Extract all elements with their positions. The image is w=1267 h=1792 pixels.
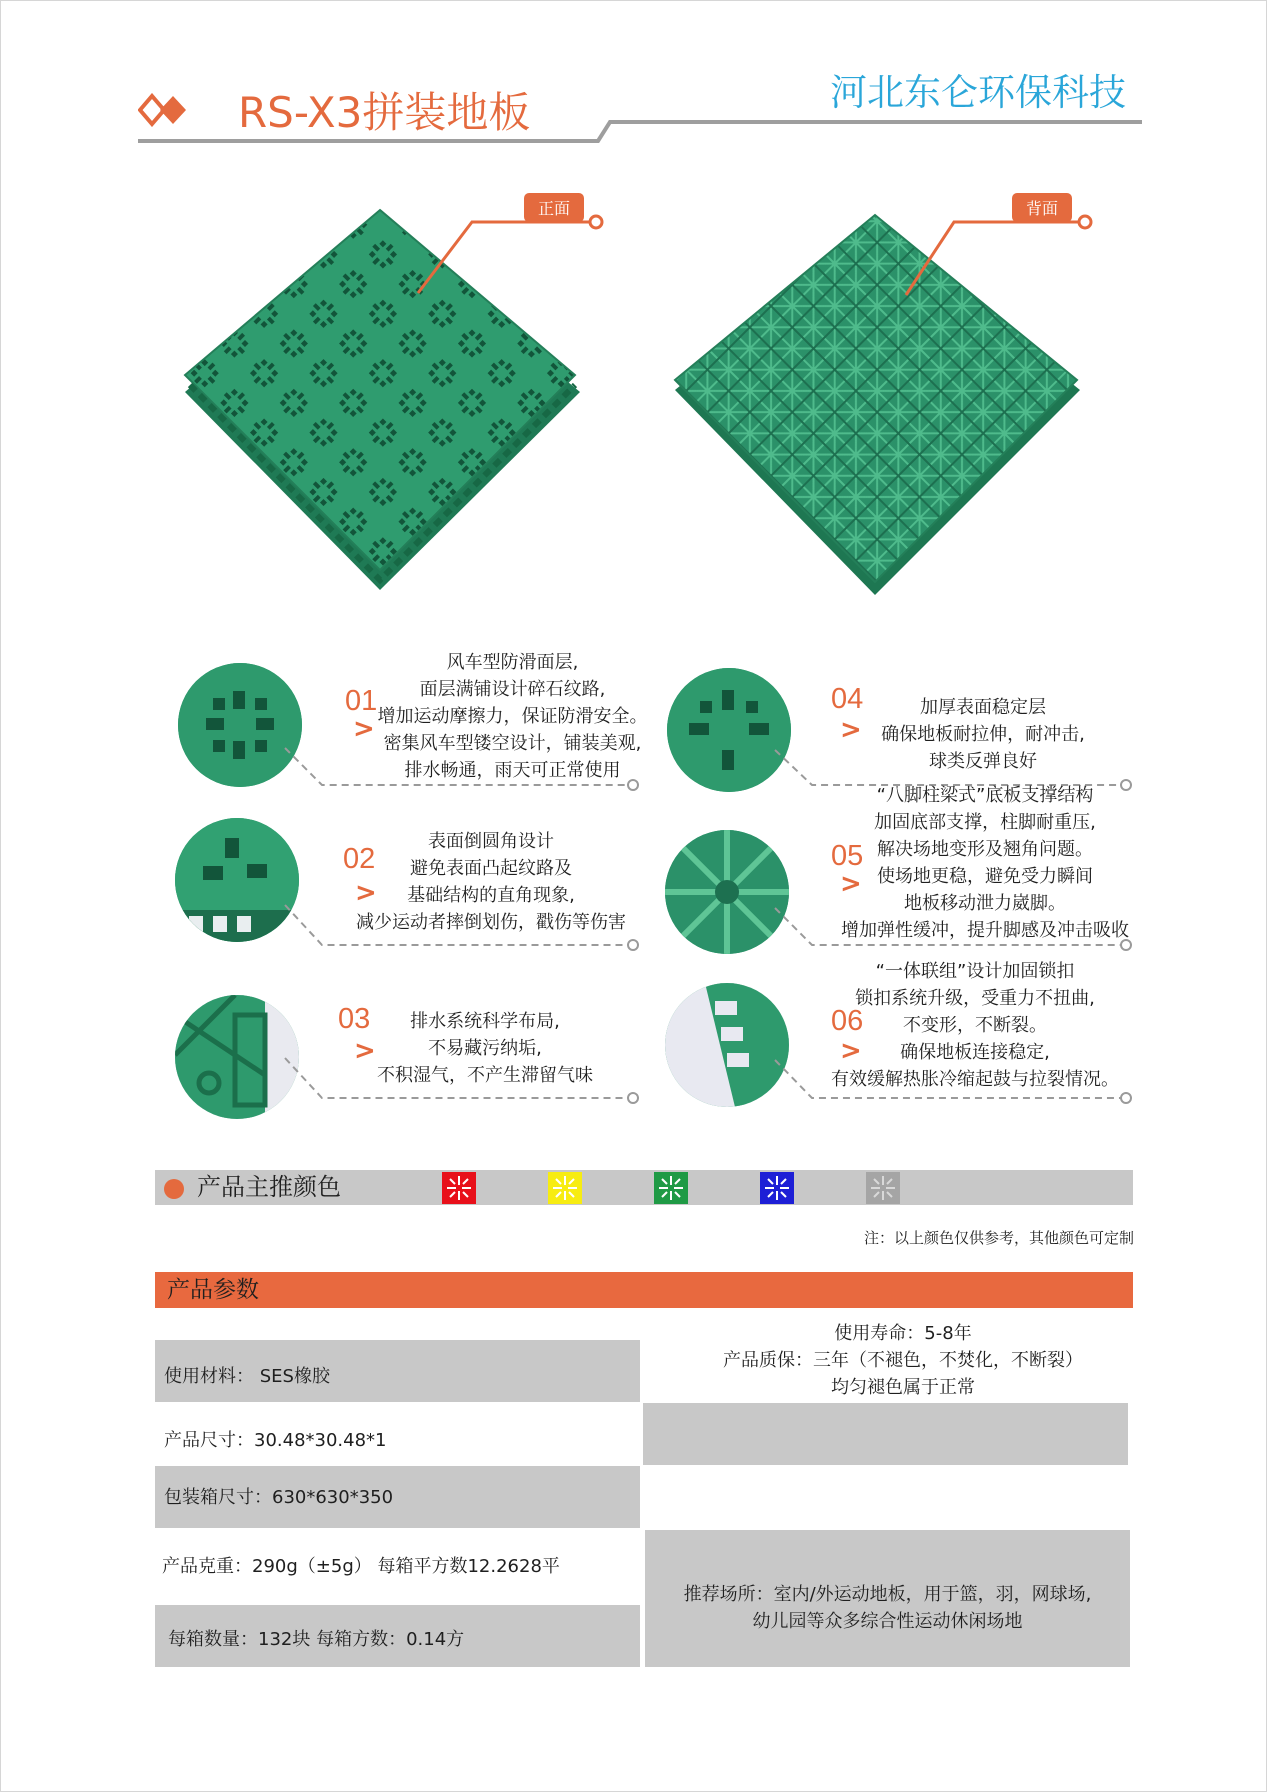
params-header-bar [155, 1272, 1133, 1308]
feature-03-arrow-icon: > [354, 1036, 376, 1066]
photo-callout-lines [0, 0, 1267, 320]
feature-line: 加厚表面稳定层 [920, 697, 1046, 718]
back-label: 背面 [1012, 193, 1072, 222]
color-note: 注：以上颜色仅供参考，其他颜色可定制 [863, 1229, 1134, 1247]
feature-line: 面层满铺设计碎石纹路, [419, 679, 606, 700]
feature-04-arrow-icon: > [840, 715, 862, 745]
param-warranty: 产品质保：三年（不褪色，不焚化，不断裂） [723, 1350, 1083, 1371]
param-recommend-line1: 推荐场所：室内/外运动地板，用于篮，羽，网球场, [683, 1584, 1092, 1605]
feature-03-text [350, 1008, 620, 1089]
color-swatch-yellow [548, 1172, 582, 1204]
feature-line: 确保地板连接稳定, [900, 1042, 1050, 1063]
feature-line: 锁扣系统升级，受重力不扭曲, [855, 988, 1095, 1009]
param-size: 产品尺寸：30.48*30.48*1 [164, 1430, 387, 1451]
param-empty-cell [643, 1403, 1128, 1465]
feature-01-arrow-icon: > [353, 714, 375, 744]
param-recommend-line2: 幼儿园等众多综合性运动休闲场地 [752, 1611, 1023, 1632]
feature-06-text [815, 958, 1135, 1093]
color-swatch-grey [866, 1172, 900, 1204]
feature-06-arrow-icon: > [840, 1036, 862, 1066]
front-label: 正面 [524, 193, 584, 222]
feature-line: 增加弹性缓冲，提升脚感及冲击吸收 [841, 920, 1129, 941]
color-swatch-blue [760, 1172, 794, 1204]
feature-04-number: 04 [831, 683, 864, 715]
feature-line: 减少运动者摔倒划伤，戳伤等伤害 [356, 912, 626, 933]
feature-04-text [858, 694, 1108, 775]
feature-line: 风车型防滑面层, [446, 652, 579, 673]
feature-line: 表面倒圆角设计 [428, 831, 554, 852]
feature-05-arrow-icon: > [840, 869, 862, 899]
feature-line: 使场地更稳，避免受力瞬间 [877, 866, 1093, 887]
param-box-size: 包装箱尺寸：630*630*350 [164, 1487, 394, 1508]
color-swatch-green [654, 1172, 688, 1204]
param-fade-note: 均匀褪色属于正常 [831, 1377, 975, 1398]
feature-line: 加固底部支撑，柱脚耐重压, [874, 812, 1096, 833]
feature-02-arrow-icon: > [355, 878, 377, 908]
feature-line: 增加运动摩擦力，保证防滑安全。 [377, 706, 648, 727]
feature-05-number: 05 [831, 840, 864, 872]
feature-line: 不变形，不断裂。 [903, 1015, 1047, 1036]
feature-06-number: 06 [831, 1005, 864, 1037]
color-swatch-red [442, 1172, 476, 1204]
feature-02-number: 02 [343, 843, 376, 875]
feature-03-number: 03 [338, 1003, 371, 1035]
feature-line: 避免表面凸起纹路及 [410, 858, 572, 879]
params-title: 产品参数 [167, 1277, 259, 1303]
param-lifespan: 使用寿命：5-8年 [834, 1323, 972, 1344]
feature-line: 地板移动泄力崴脚。 [904, 893, 1066, 914]
feature-01-number: 01 [345, 685, 378, 717]
feature-line: 基础结构的直角现象, [407, 885, 575, 906]
feature-line: 有效缓解热胀冷缩起鼓与拉裂情况。 [831, 1069, 1119, 1090]
feature-line: “八脚柱梁式”底板支撑结构 [876, 785, 1094, 806]
feature-line: 确保地板耐拉伸，耐冲击, [881, 724, 1085, 745]
param-weight: 产品克重：290g（±5g） 每箱平方数12.2628平 [162, 1556, 560, 1577]
feature-line: “一体联组”设计加固锁扣 [875, 961, 1075, 982]
company-name: 河北东仑环保科技 [830, 71, 1126, 114]
feature-line: 密集风车型镂空设计，铺装美观, [383, 733, 642, 754]
feature-line: 排水畅通，雨天可正常使用 [404, 760, 621, 781]
bullet-dot-icon [164, 1179, 184, 1199]
feature-line: 不易藏污纳垢, [428, 1038, 542, 1059]
product-title: RS-X3拼装地板 [238, 88, 531, 137]
feature-line: 解决场地变形及翘角问题。 [877, 839, 1093, 860]
feature-line: 不积湿气，不产生滞留气味 [377, 1065, 593, 1086]
feature-05-text [820, 782, 1150, 944]
color-section-label: 产品主推颜色 [197, 1173, 341, 1201]
param-material: 使用材料： SES橡胶 [164, 1366, 330, 1387]
feature-02-text [330, 828, 652, 936]
feature-line: 排水系统科学布局, [410, 1011, 560, 1032]
param-quantity: 每箱数量：132块 每箱方数：0.14方 [168, 1629, 465, 1650]
feature-line: 球类反弹良好 [929, 751, 1037, 772]
feature-01-text [360, 649, 665, 784]
